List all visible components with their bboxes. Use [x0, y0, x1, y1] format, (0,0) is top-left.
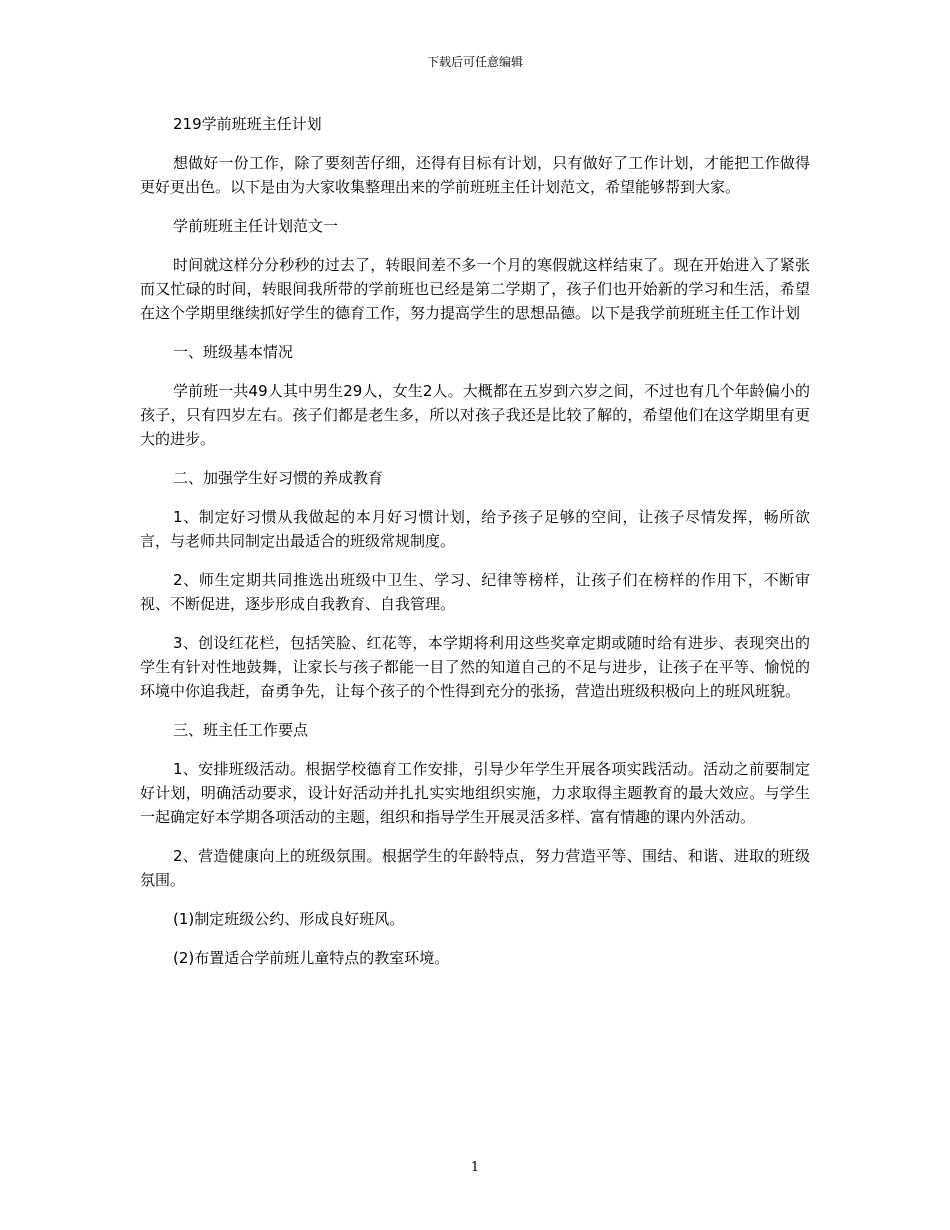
intro-paragraph: 想做好一份工作，除了要刻苦仔细，还得有目标有计划，只有做好了工作计划，才能把工作做得更好更出色。以下是由为大家收集整理出来的学前班班主任计划范文，希望能够帮到大家。 — [140, 154, 810, 196]
list-item: 3、创设红花栏，包括笑脸、红花等，本学期将利用这些奖章定期或随时给有进步、表现突出的学生有针对性地鼓舞，让家长与孩子都能一目了然的知道自己的不足与进步，让孩子在平等、愉悦的环境中你追我赶，奋勇争先，让每个孩子的个性得到充分的张扬，营造出班级积极向上的班风班貌。 — [140, 634, 810, 700]
list-item: 1、安排班级活动。根据学校德育工作安排，引导少年学生开展各项实践活动。活动之前要制定好计划，明确活动要求，设计好活动并扎扎实实地组织实施，力求取得主题教育的最大效应。与学生一起确定好本学期各项活动的主题，组织和指导学生开展灵活多样、富有情趣的课内外活动。 — [140, 760, 810, 826]
sub-list-item: (2)布置适合学前班儿童特点的教室环境。 — [173, 949, 450, 967]
page-number: 1 — [470, 1160, 480, 1175]
section-heading: 一、班级基本情况 — [173, 343, 294, 361]
body-paragraph: 时间就这样分分秒秒的过去了，转眼间差不多一个月的寒假就这样结束了。现在开始进入了紧张而又忙碌的时间，转眼间我所带的学前班也已经是第二学期了，孩子们也开始新的学习和生活，希望在这个学期里继续抓好学生的德育工作，努力提高学生的思想品德。以下是我学前班班主任工作计划 — [140, 256, 810, 322]
document-title: 219学前班班主任计划 — [173, 115, 322, 133]
body-paragraph: 学前班一共49人其中男生29人，女生2人。大概都在五岁到六岁之间，不过也有几个年龄偏小的孩子，只有四岁左右。孩子们都是老生多，所以对孩子我还是比较了解的，希望他们在这学期里有更大的进步。 — [140, 382, 810, 448]
section-heading: 三、班主任工作要点 — [173, 721, 309, 739]
document-body — [140, 112, 810, 985]
list-item: 2、营造健康向上的班级氛围。根据学生的年龄特点，努力营造平等、围结、和谐、进取的班级氛围。 — [140, 847, 810, 889]
section-heading: 学前班班主任计划范文一 — [173, 217, 339, 235]
section-heading: 二、加强学生好习惯的养成教育 — [173, 469, 384, 487]
sub-list-item: (1)制定班级公约、形成良好班风。 — [173, 910, 405, 928]
list-item: 1、制定好习惯从我做起的本月好习惯计划，给予孩子足够的空间，让孩子尽情发挥，畅所欲言，与老师共同制定出最适合的班级常规制度。 — [140, 508, 810, 550]
page-header: 下载后可任意编辑 — [426, 55, 523, 69]
list-item: 2、师生定期共同推选出班级中卫生、学习、纪律等榜样，让孩子们在榜样的作用下，不断审视、不断促进，逐步形成自我教育、自我管理。 — [140, 571, 810, 613]
